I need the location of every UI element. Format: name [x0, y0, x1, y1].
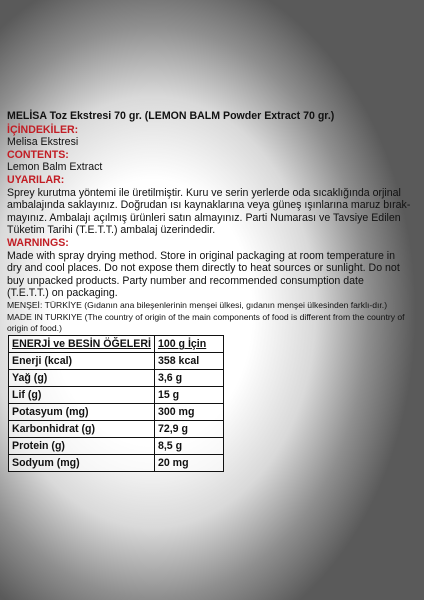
- product-title: MELİSA Toz Ekstresi 70 gr. (LEMON BALM Powder Extract 70 gr.): [7, 110, 335, 122]
- nutrient-amount: 358 kcal: [154, 353, 223, 370]
- origin-en-text: MADE IN TURKIYE (The country of origin of the main components of food is different from the country of origin of food.): [7, 312, 405, 333]
- warnings-tr-line: mayınız. Ambalajı açılmış ürünleri satın almayınız. Parti Numarası ve Tavsiye Edilen: [7, 211, 401, 224]
- table-row: [9, 421, 224, 438]
- origin-tr-text: MENŞEİ: TÜRKİYE (Gıdanın ana bileşenlerinin menşei ülkesi, gıdanın menşei ülkesinden farklı-dır.): [7, 299, 388, 310]
- nutrient-name: Sodyum (mg): [9, 455, 155, 472]
- nutrient-amount: 72,9 g: [154, 421, 223, 438]
- nutrient-name: Yağ (g): [9, 370, 155, 387]
- nutrient-amount: 15 g: [154, 387, 223, 404]
- ingredients-heading: İÇİNDEKİLER:: [7, 123, 79, 136]
- contents-text: Lemon Balm Extract: [7, 161, 103, 174]
- warnings-en-line: buy unpacked products. Party number and recommended consumption date: [7, 274, 364, 287]
- warnings-tr-heading: UYARILAR:: [7, 173, 65, 186]
- contents-heading: CONTENTS:: [7, 148, 69, 161]
- nutrition-header-row: [9, 336, 224, 353]
- warnings-tr-text: [7, 187, 419, 237]
- ingredients-text: Melisa Ekstresi: [7, 136, 79, 149]
- table-row: [9, 370, 224, 387]
- nutrition-header-nutrient: ENERJİ ve BESİN ÖĞELERİ: [9, 336, 155, 353]
- nutrition-table: [8, 335, 224, 472]
- warnings-en-line: dry and cool places. Do not expose them directly to heat sources or sunlight. Do not: [7, 262, 400, 275]
- nutrient-name: Potasyum (mg): [9, 404, 155, 421]
- warnings-en-heading: WARNINGS:: [7, 236, 69, 249]
- nutrient-name: Enerji (kcal): [9, 353, 155, 370]
- nutrient-amount: 20 mg: [154, 455, 223, 472]
- table-row: [9, 438, 224, 455]
- table-row: [9, 353, 224, 370]
- table-row: [9, 387, 224, 404]
- nutrition-header-amount: 100 g İçin: [154, 336, 223, 353]
- warnings-en-text: [7, 250, 419, 300]
- nutrient-name: Lif (g): [9, 387, 155, 404]
- nutrient-name: Karbonhidrat (g): [9, 421, 155, 438]
- warnings-en-line: Made with spray drying method. Store in original packaging at room temperature in: [7, 249, 396, 262]
- table-row: [9, 455, 224, 472]
- warnings-tr-line: Tüketim Tarihi (T.E.T.T.) ambalaj üzerindedir.: [7, 224, 216, 237]
- nutrient-amount: 300 mg: [154, 404, 223, 421]
- nutrient-amount: 3,6 g: [154, 370, 223, 387]
- label-content: [7, 110, 419, 472]
- warnings-tr-line: ambalajında saklayınız. Doğrudan ısı kaynaklarına veya güneş ışınlarına maruz bırak-: [7, 199, 411, 212]
- warnings-tr-line: Sprey kurutma yöntemi ile üretilmiştir. Kuru ve serin yerlerde oda sıcaklığında orjinal: [7, 186, 401, 199]
- nutrient-amount: 8,5 g: [154, 438, 223, 455]
- warnings-en-line: (T.E.T.T.) on packaging.: [7, 287, 118, 300]
- table-row: [9, 404, 224, 421]
- nutrient-name: Protein (g): [9, 438, 155, 455]
